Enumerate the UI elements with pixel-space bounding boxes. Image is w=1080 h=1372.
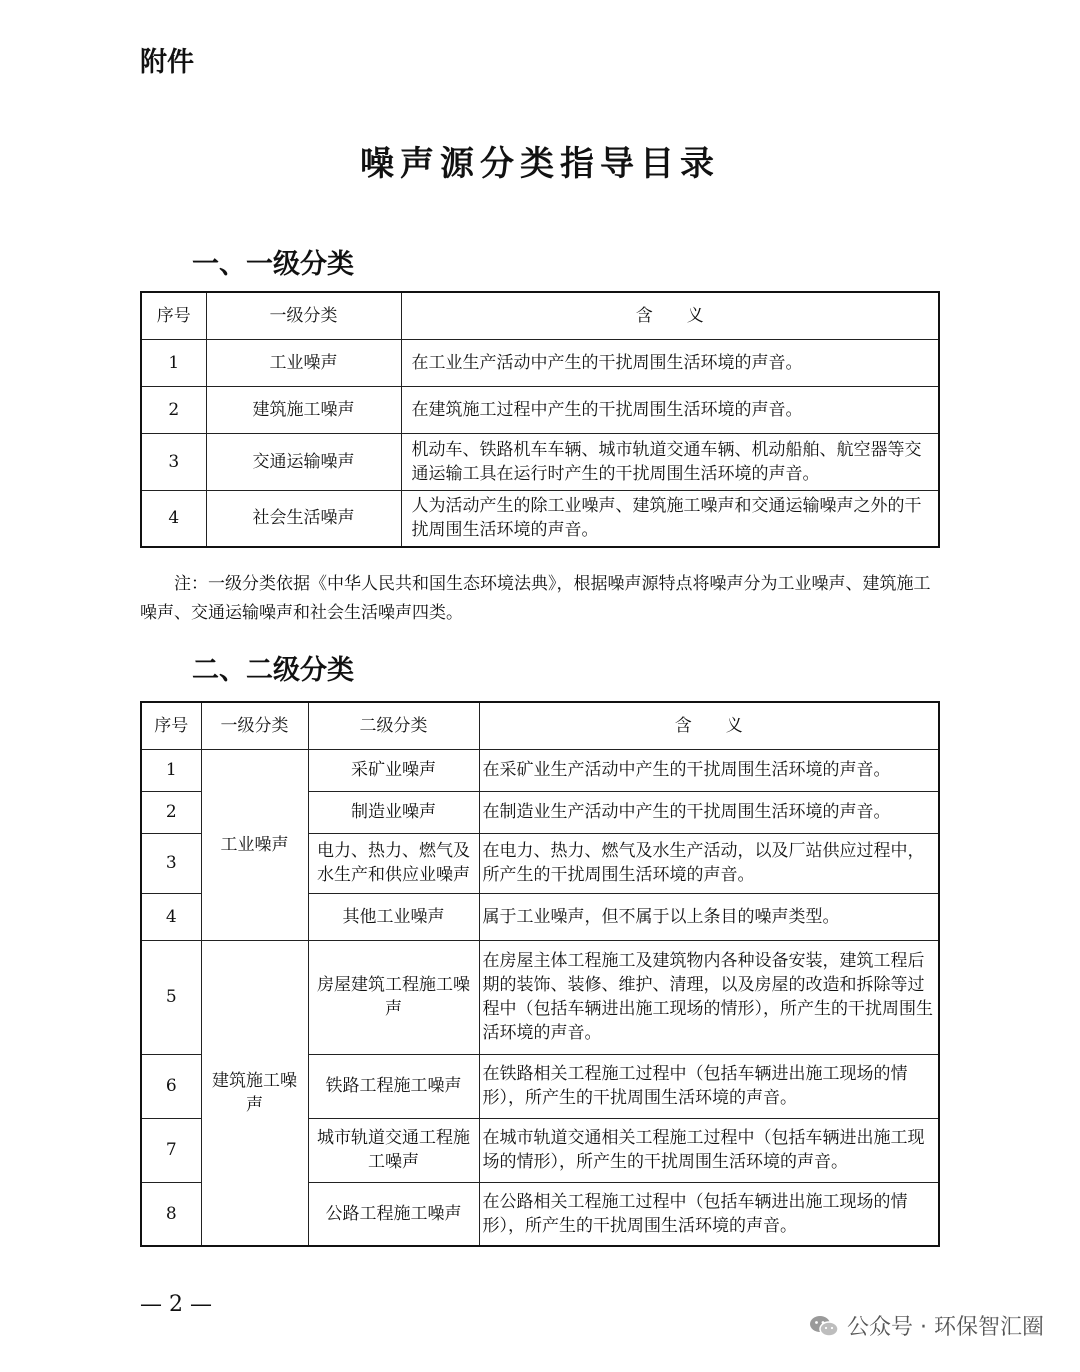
row-no: 2 <box>141 791 201 833</box>
level2-table <box>140 701 940 1247</box>
row-subcategory: 其他工业噪声 <box>308 893 479 940</box>
col-header-category: 一级分类 <box>206 292 401 339</box>
row-subcategory: 公路工程施工噪声 <box>308 1182 479 1246</box>
row-meaning: 在公路相关工程施工过程中（包括车辆进出施工现场的情形），所产生的干扰周围生活环境的声音。 <box>479 1182 939 1246</box>
row-subcategory: 城市轨道交通工程施工噪声 <box>308 1118 479 1182</box>
row-meaning: 在电力、热力、燃气及水生产活动，以及厂站供应过程中，所产生的干扰周围生活环境的声音。 <box>479 833 939 893</box>
row-no: 7 <box>141 1118 201 1182</box>
classification-note: 注：一级分类依据《中华人民共和国生态环境法典》，根据噪声源特点将噪声分为工业噪声、建筑施工噪声、交通运输噪声和社会生活噪声四类。 <box>140 574 931 623</box>
table-row <box>141 386 939 433</box>
row-subcategory: 铁路工程施工噪声 <box>308 1054 479 1118</box>
row-category: 交通运输噪声 <box>206 433 401 490</box>
document-title: 噪声源分类指导目录 <box>360 144 720 184</box>
col-header-no: 序号 <box>141 702 201 749</box>
table-row <box>141 490 939 547</box>
level1-table <box>140 291 940 548</box>
row-category: 工业噪声 <box>206 339 401 386</box>
row-meaning: 属于工业噪声，但不属于以上条目的噪声类型。 <box>479 893 939 940</box>
row-no: 3 <box>141 433 206 490</box>
page-number: — 2 — <box>140 1292 212 1317</box>
row-no: 2 <box>141 386 206 433</box>
row-subcategory: 采矿业噪声 <box>308 749 479 791</box>
table-header-row <box>141 702 939 749</box>
table-row <box>141 940 939 1054</box>
table-row <box>141 339 939 386</box>
row-meaning: 在房屋主体工程施工及建筑物内各种设备安装，建筑工程后期的装饰、装修、维护、清理，以及房屋的改造和拆除等过程中（包括车辆进出施工现场的情形），所产生的干扰周围生活环境的声音。 <box>479 940 939 1054</box>
row-no: 1 <box>141 339 206 386</box>
row-no: 5 <box>141 940 201 1054</box>
row-subcategory: 电力、热力、燃气及水生产和供应业噪声 <box>308 833 479 893</box>
row-meaning: 机动车、铁路机车车辆、城市轨道交通车辆、机动船舶、航空器等交通运输工具在运行时产生的干扰周围生活环境的声音。 <box>401 433 939 490</box>
row-no: 6 <box>141 1054 201 1118</box>
attachment-label: 附件 <box>140 47 194 78</box>
section1-heading: 一、一级分类 <box>192 249 354 280</box>
col-header-no: 序号 <box>141 292 206 339</box>
row-category: 社会生活噪声 <box>206 490 401 547</box>
table-header-row <box>141 292 939 339</box>
watermark <box>809 1310 1044 1341</box>
row-meaning: 在城市轨道交通相关工程施工过程中（包括车辆进出施工现场的情形），所产生的干扰周围生活环境的声音。 <box>479 1118 939 1182</box>
row-meaning: 人为活动产生的除工业噪声、建筑施工噪声和交通运输噪声之外的干扰周围生活环境的声音。 <box>401 490 939 547</box>
row-no: 1 <box>141 749 201 791</box>
group-industrial-noise: 工业噪声 <box>201 749 308 940</box>
row-no: 4 <box>141 490 206 547</box>
col-header-meaning: 含 义 <box>479 702 939 749</box>
row-category: 建筑施工噪声 <box>206 386 401 433</box>
row-meaning: 在铁路相关工程施工过程中（包括车辆进出施工现场的情形），所产生的干扰周围生活环境的声音。 <box>479 1054 939 1118</box>
col-header-meaning: 含 义 <box>401 292 939 339</box>
row-subcategory: 制造业噪声 <box>308 791 479 833</box>
col-header-category: 一级分类 <box>201 702 308 749</box>
group-construction-noise: 建筑施工噪声 <box>201 940 308 1246</box>
row-meaning: 在采矿业生产活动中产生的干扰周围生活环境的声音。 <box>479 749 939 791</box>
row-meaning: 在工业生产活动中产生的干扰周围生活环境的声音。 <box>401 339 939 386</box>
row-no: 4 <box>141 893 201 940</box>
table-row <box>141 749 939 791</box>
watermark-text: 公众号 · 环保智汇圈 <box>847 1315 1044 1340</box>
row-meaning: 在制造业生产活动中产生的干扰周围生活环境的声音。 <box>479 791 939 833</box>
row-meaning: 在建筑施工过程中产生的干扰周围生活环境的声音。 <box>401 386 939 433</box>
section2-heading: 二、二级分类 <box>192 655 354 686</box>
row-no: 3 <box>141 833 201 893</box>
row-subcategory: 房屋建筑工程施工噪声 <box>308 940 479 1054</box>
table-row <box>141 433 939 490</box>
row-no: 8 <box>141 1182 201 1246</box>
col-header-subcategory: 二级分类 <box>308 702 479 749</box>
wechat-icon <box>809 1314 839 1338</box>
